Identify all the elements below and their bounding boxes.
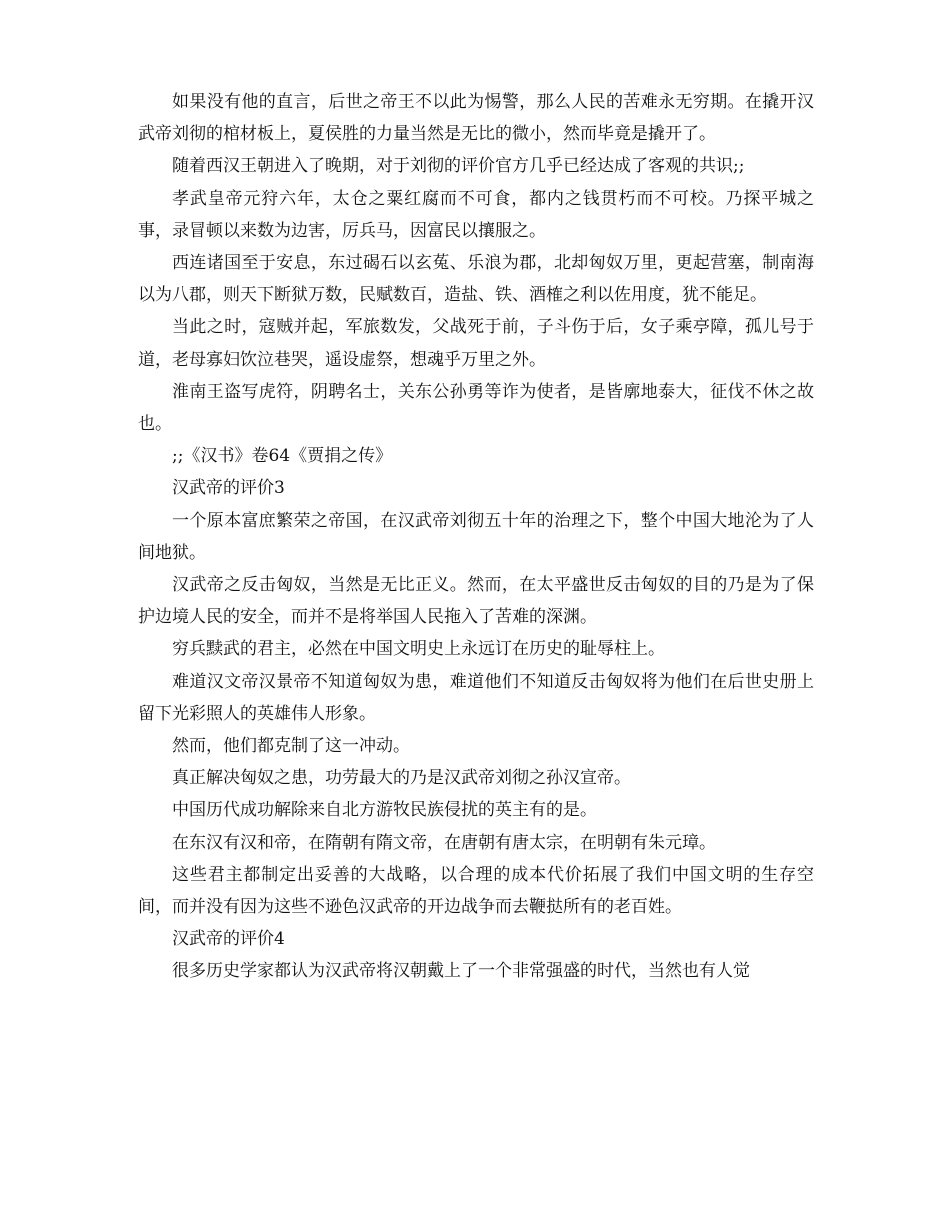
paragraph: 难道汉文帝汉景帝不知道匈奴为患，难道他们不知道反击匈奴将为他们在后世史册上留下光彩照人的英雄伟人形象。: [138, 671, 814, 724]
paragraph: 淮南王盗写虎符，阴聘名士，关东公孙勇等诈为使者，是皆廓地泰大，征伐不休之故也。: [138, 381, 814, 435]
section-heading: 汉武帝的评价4: [172, 929, 285, 950]
document-body: [138, 86, 814, 988]
paragraph: 在东汉有汉和帝，在隋朝有隋文帝，在唐朝有唐太宗，在明朝有朱元璋。: [172, 832, 716, 853]
paragraph: 随着西汉王朝进入了晚期，对于刘彻的评价官方几乎已经达成了客观的共识;;: [172, 156, 745, 177]
citation-line: ;;《汉书》卷64《贾捐之传》: [172, 446, 393, 467]
paragraph: 真正解决匈奴之患，功劳最大的乃是汉武帝刘彻之孙汉宣帝。: [172, 768, 631, 789]
paragraph: 很多历史学家都认为汉武帝将汉朝戴上了一个非常强盛的时代，当然也有人觉: [172, 961, 750, 982]
paragraph: 西连诸国至于安息，东过碣石以玄菟、乐浪为郡，北却匈奴万里，更起营塞，制南海以为八郡，则天下断狱万数，民赋数百，造盐、铁、酒榷之利以佐用度，犹不能足。: [138, 253, 814, 306]
paragraph: 中国历代成功解除来自北方游牧民族侵扰的英主有的是。: [172, 800, 597, 821]
paragraph: 一个原本富庶繁荣之帝国，在汉武帝刘彻五十年的治理之下，整个中国大地沦为了人间地狱。: [138, 510, 814, 563]
paragraph: 汉武帝之反击匈奴，当然是无比正义。然而，在太平盛世反击匈奴的目的乃是为了保护边境人民的安全，而并不是将举国人民拖入了苦难的深渊。: [138, 575, 814, 628]
paragraph: 穷兵黩武的君主，必然在中国文明史上永远订在历史的耻辱柱上。: [172, 639, 665, 660]
paragraph: 如果没有他的直言，后世之帝王不以此为惕警，那么人民的苦难永无穷期。在撬开汉武帝刘彻的棺材板上，夏侯胜的力量当然是无比的微小，然而毕竟是撬开了。: [138, 92, 814, 145]
paragraph: 当此之时，寇贼并起，军旅数发，父战死于前，子斗伤于后，女子乘亭障，孤儿号于道，老母寡妇饮泣巷哭，遥设虚祭，想魂乎万里之外。: [138, 317, 814, 370]
paragraph: 这些君主都制定出妥善的大战略，以合理的成本代价拓展了我们中国文明的生存空间，而并没有因为这些不逊色汉武帝的开边战争而去鞭挞所有的老百姓。: [138, 864, 814, 918]
paragraph: 然而，他们都克制了这一冲动。: [172, 736, 410, 757]
section-heading: 汉武帝的评价3: [172, 478, 285, 499]
paragraph: 孝武皇帝元狩六年，太仓之粟红腐而不可食，都内之钱贯朽而不可校。乃探平城之事，录冒顿以来数为边害，厉兵马，因富民以攘服之。: [138, 188, 814, 241]
